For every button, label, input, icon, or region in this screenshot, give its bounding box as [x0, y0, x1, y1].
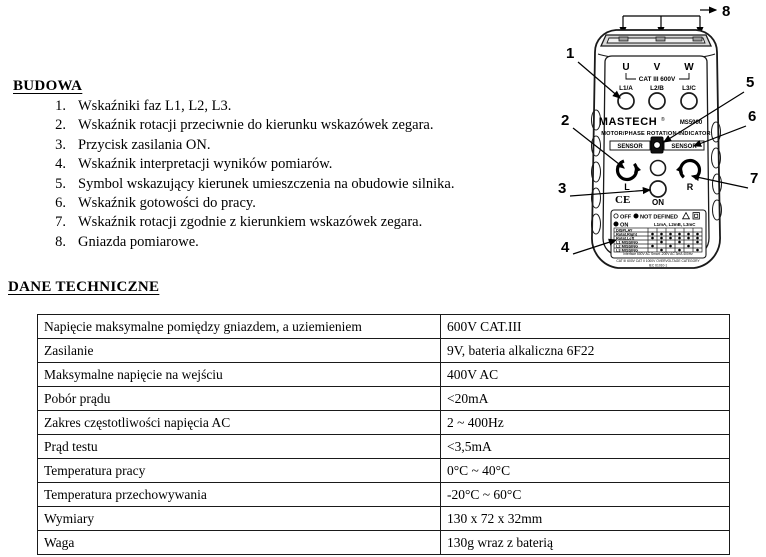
- list-item: [40, 194, 460, 213]
- list-item: [40, 155, 460, 174]
- specification-table: [37, 314, 730, 555]
- center-status-led: [651, 161, 666, 176]
- spec-value: 130g wraz z baterią: [440, 531, 729, 555]
- list-item-label: Wskaźniki faz L1, L2, L3.: [78, 98, 232, 114]
- spec-value: 130 x 72 x 32mm: [440, 507, 729, 531]
- model-label: MS5900: [679, 120, 703, 126]
- table-row: [38, 339, 730, 363]
- list-item: [40, 97, 460, 116]
- device-diagram-svg: [548, 0, 766, 285]
- spec-key: Waga: [38, 531, 441, 555]
- spec-key: Zakres częstotliwości napięcia AC: [38, 411, 441, 435]
- spec-key: Prąd testu: [38, 435, 441, 459]
- label-panel-footer-3: IEC 61010-1: [648, 263, 668, 268]
- truth-row-label-5: L3 MISSING: [616, 247, 639, 253]
- construction-list: [40, 97, 460, 252]
- truth-row-label-3: L1 MISSING: [616, 239, 639, 245]
- spec-value: 400V AC: [440, 363, 729, 387]
- truth-row-label-4: L2 MISSING: [616, 243, 639, 249]
- spec-key: Temperatura przechowywania: [38, 483, 441, 507]
- dane-techniczne-heading: DANE TECHNICZNE: [8, 279, 160, 295]
- legend-not-defined-label: NOT DEFINED: [640, 214, 678, 221]
- callout-8-label: 8: [722, 3, 731, 20]
- cat-rating-label: CAT III 600V: [638, 76, 676, 83]
- sensor-left-label: SENSOR: [617, 144, 643, 150]
- spec-key: Maksymalne napięcie na wejściu: [38, 363, 441, 387]
- ce-mark-icon: CE: [615, 194, 631, 206]
- spec-value: -20°C ~ 60°C: [440, 483, 729, 507]
- device-illustration: [548, 0, 766, 285]
- list-item-label: Wskaźnik gotowości do pracy.: [78, 195, 256, 212]
- table-row: [38, 483, 730, 507]
- spec-value: 2 ~ 400Hz: [440, 411, 729, 435]
- spec-key: Temperatura pracy: [38, 459, 441, 483]
- callout-6-label: 6: [748, 108, 757, 125]
- list-item-label: Symbol wskazujący kierunek umieszczenia na obudowie silnika.: [78, 175, 455, 192]
- table-row: [38, 507, 730, 531]
- label-panel: [611, 210, 706, 258]
- list-item-number: 5.: [55, 175, 66, 192]
- terminal-sub-label-l2b: L2/B: [650, 85, 664, 92]
- list-item-number: 2.: [55, 117, 66, 134]
- legend-not-defined-icon: [634, 214, 638, 218]
- ready-indicator-led: [654, 142, 661, 149]
- callout-7-label: 7: [750, 170, 759, 187]
- table-row: [38, 363, 730, 387]
- table-row: [38, 387, 730, 411]
- callout-1-label: 1: [566, 45, 575, 62]
- list-item-label: Wskaźnik rotacji zgodnie z kierunkiem wskazówek zegara.: [78, 214, 423, 231]
- list-item-label: Wskaźnik interpretacji wyników pomiarów.: [78, 156, 333, 173]
- rotation-right-label: R: [686, 182, 694, 192]
- list-item-number: 1.: [55, 98, 66, 114]
- truth-row-label-1: Rotat.Right: [616, 231, 637, 237]
- spec-key: Pobór prądu: [38, 387, 441, 411]
- table-row: [38, 315, 730, 339]
- legend-on-icon: [614, 222, 618, 226]
- spec-value: <20mA: [440, 387, 729, 411]
- list-item-label: Gniazda pomiarowe.: [78, 233, 199, 250]
- terminal-sub-label-l3c: L3/C: [682, 85, 696, 92]
- spec-value: 0°C ~ 40°C: [440, 459, 729, 483]
- spec-key: Zasilanie: [38, 339, 441, 363]
- table-row: [38, 459, 730, 483]
- list-item-number: 6.: [55, 195, 66, 212]
- brand-registered-mark: ®: [661, 117, 665, 123]
- phase-indicator-l1: [618, 93, 634, 109]
- sensor-right-label: SENSOR: [671, 144, 697, 150]
- legend-off-label: OFF: [620, 214, 632, 221]
- callout-3-label: 3: [558, 180, 567, 197]
- list-item-number: 7.: [55, 214, 66, 231]
- terminal-top-label-u: U: [622, 62, 630, 73]
- table-row: [38, 435, 730, 459]
- callout-2-label: 2: [561, 112, 570, 129]
- list-item-label: Wskaźnik rotacji przeciwnie do kierunku wskazówek zegara.: [78, 117, 434, 134]
- device-subtitle: MOTOR/PHASE ROTATION INDICATOR: [601, 131, 711, 137]
- truth-row-label-0: DISPLAY: [616, 227, 633, 233]
- measuring-socket-l2[interactable]: [656, 37, 665, 41]
- list-item: [40, 213, 460, 232]
- label-panel-columns-header: L1mA, L2mB, L3mC: [654, 222, 696, 227]
- budowa-heading: BUDOWA: [13, 78, 83, 94]
- power-on-label: ON: [652, 198, 664, 207]
- list-item-number: 4.: [55, 156, 66, 173]
- legend-on-label: ON: [620, 222, 629, 229]
- phase-indicator-l3: [681, 93, 697, 109]
- spec-value: 9V, bateria alkaliczna 6F22: [440, 339, 729, 363]
- list-item-number: 3.: [55, 136, 66, 153]
- callout-4-label: 4: [561, 239, 570, 256]
- list-item: [40, 175, 460, 194]
- label-panel-footer-2: CAT III 600V CAT II 1000V OVERVOLTAGE CATEGORY: [616, 259, 700, 263]
- power-on-button[interactable]: [650, 181, 666, 197]
- callout-5-label: 5: [746, 74, 755, 91]
- spec-value: <3,5mA: [440, 435, 729, 459]
- spec-key: Wymiary: [38, 507, 441, 531]
- list-item: [40, 233, 460, 252]
- list-item-label: Przycisk zasilania ON.: [78, 136, 211, 153]
- spec-value: 600V CAT.III: [440, 315, 729, 339]
- truth-row-label-2: Rotat.Left: [616, 235, 635, 241]
- label-panel-footer-1: Interface 600V AC Smart -200V AC 3mA 400Hz: [623, 252, 693, 256]
- brand-label: MASTECH: [598, 116, 658, 128]
- terminal-sub-label-l1a: L1/A: [619, 85, 633, 92]
- measuring-socket-l3[interactable]: [693, 37, 702, 41]
- list-item: [40, 136, 460, 155]
- table-row: [38, 411, 730, 435]
- measuring-socket-l1[interactable]: [619, 37, 628, 41]
- list-item: [40, 116, 460, 135]
- terminal-top-label-v: V: [653, 62, 661, 73]
- rotation-left-label: L: [624, 182, 630, 192]
- spec-key: Napięcie maksymalne pomiędzy gniazdem, a uziemieniem: [38, 315, 441, 339]
- table-row: [38, 531, 730, 555]
- list-item-number: 8.: [55, 233, 66, 250]
- terminal-top-label-w: W: [684, 62, 694, 73]
- phase-indicator-l2: [649, 93, 665, 109]
